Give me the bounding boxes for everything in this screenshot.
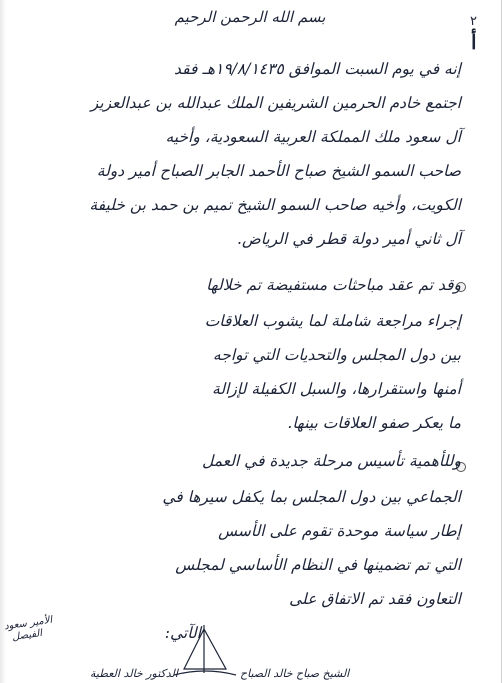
- text-line-2: اجتمع خادم الحرمين الشريفين الملك عبدالله بن عبدالعزيز: [90, 94, 461, 112]
- text-line-4: صاحب السمو الشيخ صباح الأحمد الجابر الصباح أمير دولة: [96, 162, 461, 180]
- text-line-6: آل ثاني أمير دولة قطر في الرياض.: [237, 230, 461, 248]
- text-line-3: آل سعود ملك المملكة العربية السعودية، وأخيه: [165, 128, 461, 146]
- text-line-17: الآتي:: [164, 624, 201, 642]
- scan-edge-shadow: [0, 0, 6, 683]
- signature-left: الدكتور خالد العطية: [90, 667, 178, 680]
- text-line-15: التي تم تضمينها في النظام الأساسي لمجلس: [175, 556, 461, 574]
- text-line-11: ما يعكر صفو العلاقات بينها.: [287, 414, 461, 432]
- signature-area: [0, 623, 501, 683]
- signature-middle: الشيخ صباح خالد الصباح: [240, 667, 350, 680]
- text-line-7: وقد تم عقد مباحثات مستفيضة تم خلالها: [206, 276, 461, 294]
- signature-corner-top: الأمير سعود: [3, 614, 53, 633]
- section-marker: أ: [471, 30, 477, 54]
- signature-flourish-icon: [170, 623, 240, 679]
- page-number: ٢: [470, 14, 477, 29]
- text-line-5: الكويت، وأخيه صاحب السمو الشيخ تميم بن حمد بن خليفة: [89, 196, 461, 214]
- text-line-1: إنه في يوم السبت الموافق ١٩/٨/١٤٣٥هـ فقد: [174, 60, 461, 78]
- text-line-10: أمنها واستقرارها، والسبل الكفيلة لإزالة: [212, 380, 461, 398]
- text-line-12: وللأهمية تأسيس مرحلة جديدة في العمل: [202, 452, 461, 470]
- signature-corner-bottom: الفيصل: [11, 627, 43, 644]
- text-line-14: إطار سياسة موحدة تقوم على الأسس: [218, 522, 461, 540]
- text-line-13: الجماعي بين دول المجلس بما يكفل سيرها في: [162, 488, 461, 506]
- text-line-16: التعاون فقد تم الاتفاق على: [289, 590, 461, 608]
- text-line-9: بين دول المجلس والتحديات التي تواجه: [212, 346, 461, 364]
- text-line-8: إجراء مراجعة شاملة لما يشوب العلاقات: [204, 312, 461, 330]
- basmala-heading: بسم الله الرحمن الرحيم: [174, 8, 326, 26]
